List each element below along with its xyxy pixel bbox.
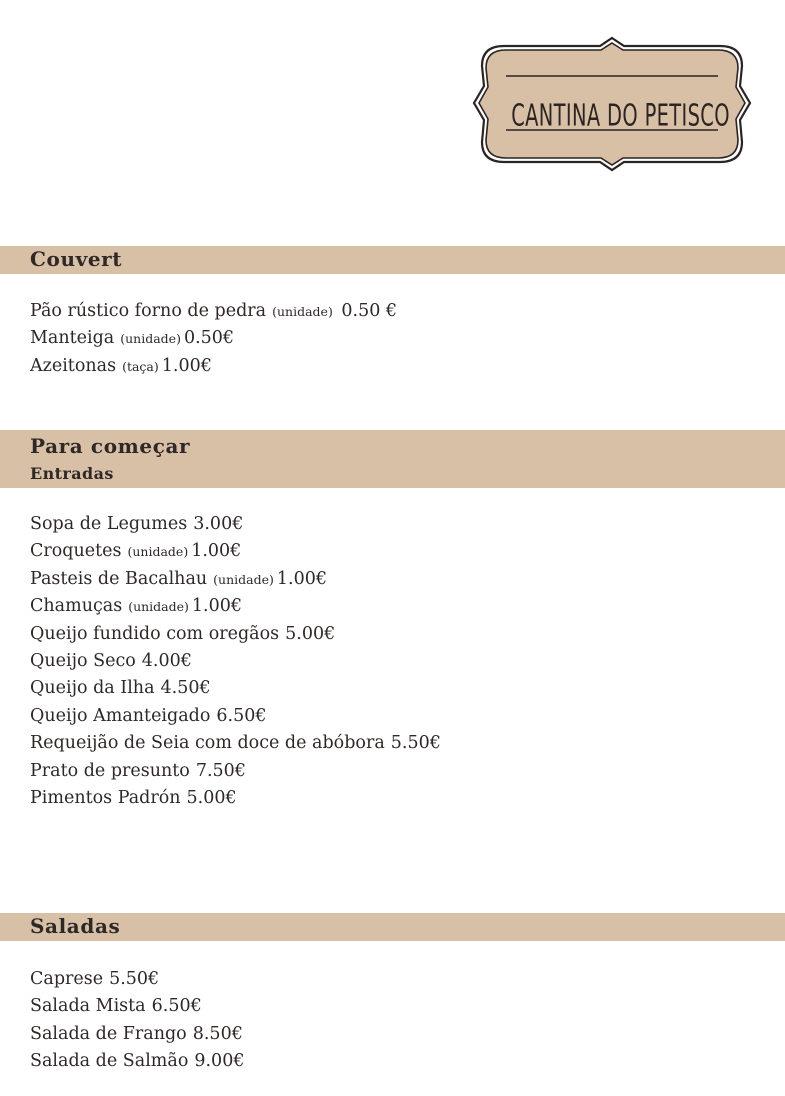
menu-item (30, 353, 397, 380)
menu-item-unit: (taça) (122, 358, 159, 374)
menu-item-price: 3.00€ (193, 514, 244, 534)
menu-item-name: Queijo Amanteigado (30, 705, 211, 726)
menu-item (30, 566, 441, 593)
section-title-couvert: Couvert (30, 247, 123, 271)
menu-item (30, 1021, 244, 1048)
menu-item-price: 8.50€ (192, 1023, 243, 1044)
menu-item (30, 648, 441, 675)
menu-item-price: 1.00€ (161, 355, 212, 376)
menu-item-unit: (unidade) (120, 331, 181, 347)
menu-item-price: 1.00€ (276, 568, 327, 589)
menu-item-price: 4.00€ (141, 650, 192, 671)
menu-item-price: 0.50 € (335, 301, 398, 321)
section-title-saladas: Saladas (30, 914, 121, 938)
menu-item-price: 6.50€ (151, 996, 202, 1017)
menu-item-unit: (unidade) (272, 304, 333, 319)
menu-item-unit: (unidade) (213, 571, 274, 587)
menu-item-price: 1.00€ (191, 541, 242, 562)
menu-item-name: Chamuças (30, 596, 123, 617)
menu-item-price: 5.50€ (390, 733, 441, 754)
section-header-entradas (0, 430, 785, 488)
menu-item-price: 5.00€ (186, 787, 237, 808)
menu-item-name: Sopa de Legumes (30, 514, 188, 534)
menu-item-price: 5.50€ (109, 969, 160, 989)
section-header-saladas (0, 913, 785, 941)
menu-item (30, 758, 441, 785)
menu-item-price: 9.00€ (194, 1051, 245, 1072)
section-title-entradas: Para começar (30, 434, 191, 458)
menu-item-name: Salada de Salmão (30, 1051, 189, 1072)
menu-item-name: Queijo fundido com oregãos (30, 623, 280, 644)
section-header-couvert (0, 246, 785, 274)
menu-item (30, 966, 244, 993)
menu-item (30, 703, 441, 730)
menu-item-name: Caprese (30, 969, 104, 989)
menu-item (30, 730, 441, 757)
menu-item-name: Queijo da Ilha (30, 678, 155, 699)
logo-name: CANTINA DO PETISCO (511, 98, 730, 134)
menu-item-unit: (unidade) (128, 599, 189, 615)
menu-item-name: Croquetes (30, 541, 122, 562)
menu-item (30, 1048, 244, 1075)
menu-item (30, 621, 441, 648)
menu-item-price: 1.00€ (191, 596, 243, 617)
menu-item (30, 325, 397, 352)
menu-item-price: 0.50€ (183, 328, 235, 349)
menu-item-name: Prato de presunto (30, 760, 190, 781)
menu-item (30, 511, 441, 538)
menu-item (30, 993, 244, 1020)
menu-item-name: Pão rústico forno de pedra (30, 301, 267, 321)
menu-item-name: Salada Mista (30, 996, 146, 1017)
menu-list-saladas (30, 966, 244, 1076)
menu-item-name: Azeitonas (30, 355, 117, 376)
menu-item (30, 298, 397, 325)
menu-item-name: Requeijão de Seia com doce de abóbora (30, 733, 385, 754)
menu-item-name: Manteiga (30, 328, 115, 349)
restaurant-logo (472, 36, 752, 172)
menu-list-entradas (30, 511, 441, 812)
menu-item (30, 538, 441, 565)
menu-item-name: Pimentos Padrón (30, 787, 181, 808)
menu-item-price: 6.50€ (216, 705, 267, 726)
menu-item-unit: (unidade) (127, 544, 189, 560)
menu-item-price: 7.50€ (195, 760, 246, 781)
section-subtitle-entradas: Entradas (30, 464, 114, 483)
menu-item (30, 593, 441, 620)
menu-item-name: Queijo Seco (30, 650, 136, 671)
menu-item-name: Salada de Frango (30, 1023, 187, 1044)
menu-item-price: 4.50€ (160, 678, 211, 699)
menu-item (30, 785, 441, 812)
menu-item-name: Pasteis de Bacalhau (30, 568, 208, 589)
menu-item-price: 5.00€ (285, 623, 336, 644)
menu-item (30, 675, 441, 702)
menu-list-couvert (30, 298, 397, 380)
